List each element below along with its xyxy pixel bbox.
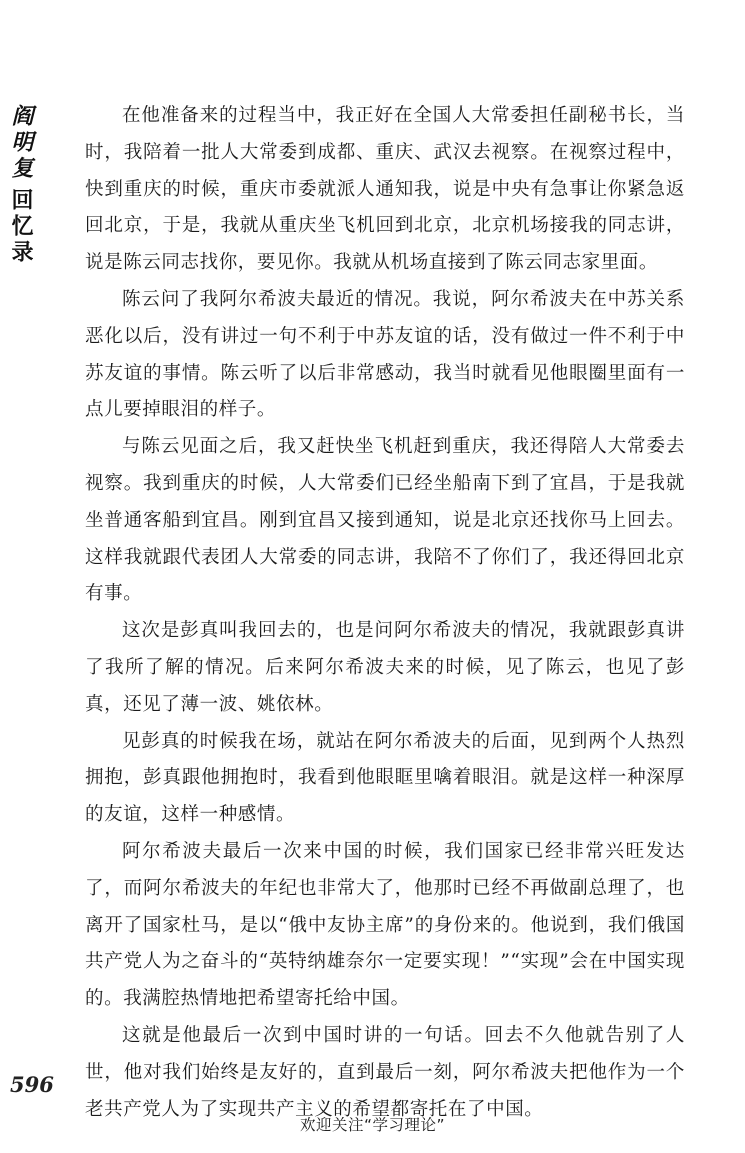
paragraph: 与陈云见面之后，我又赶快坐飞机赶到重庆，我还得陪人大常委去视察。我到重庆的时候，人大常委们已经坐船南下到了宜昌，于是我就坐普通客船到宜昌。刚到宜昌又接到通知，说是北京还找你马上回去。这样我就跟代表团人大常委的同志讲，我陪不了你们了，我还得回北京有事。 <box>85 436 685 605</box>
paragraph: 这次是彭真叫我回去的，也是问阿尔希波夫的情况，我就跟彭真讲了我所了解的情况。后来阿尔希波夫来的时候，见了陈云，也见了彭真，还见了薄一波、姚依林。 <box>85 620 685 715</box>
body-text <box>85 98 685 1128</box>
paragraph: 阿尔希波夫最后一次来中国的时候，我们国家已经非常兴旺发达了，而阿尔希波夫的年纪也非常大了，他那时已经不再做副总理了，也离开了国家杜马，是以“俄中友协主席”的身份来的。他说到，我们俄国共产党人为之奋斗的“英特纳雄奈尔一定要实现！”“实现”会在中国实现的。我满腔热情地把希望寄托给中国。 <box>85 840 685 1010</box>
paragraph: 这就是他最后一次到中国时讲的一句话。回去不久他就告别了人世，他对我们始终是友好的，直到最后一刻，阿尔希波夫把他作为一个老共产党人为了实现共产主义的希望都寄托在了中国。 <box>85 1024 685 1120</box>
page-number: 596 <box>10 1072 54 1097</box>
paragraph: 见彭真的时候我在场，就站在阿尔希波夫的后面，见到两个人热烈拥抱，彭真跟他拥抱时，我看到他眼眶里噙着眼泪。就是这样一种深厚的友谊，这样一种感情。 <box>85 730 685 826</box>
author-name: 阎明复 <box>8 104 34 182</box>
book-title: 回忆录 <box>8 188 34 266</box>
paragraph: 陈云问了我阿尔希波夫最近的情况。我说，阿尔希波夫在中苏关系恶化以后，没有讲过一句不利于中苏友谊的话，没有做过一件不利于中苏友谊的事情。陈云听了以后非常感动，我当时就看见他眼圈里面有一点儿要掉眼泪的样子。 <box>85 288 685 421</box>
running-header-vertical <box>8 104 34 266</box>
footer-watermark-text: 欢迎关注“学习理论” <box>299 1116 446 1134</box>
paragraph: 在他准备来的过程当中，我正好在全国人大常委担任副秘书长，当时，我陪着一批人大常委到成都、重庆、武汉去视察。在视察过程中，快到重庆的时候，重庆市委就派人通知我，说是中央有急事让你紧急返回北京，于是，我就从重庆坐飞机回到北京，北京机场接我的同志讲，说是陈云同志找你，要见你。我就从机场直接到了陈云同志家里面。 <box>85 105 685 274</box>
